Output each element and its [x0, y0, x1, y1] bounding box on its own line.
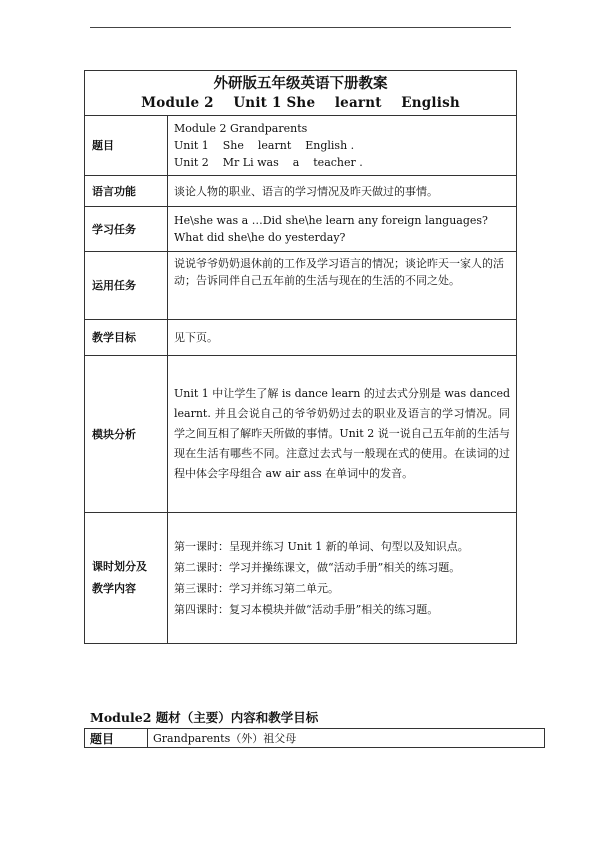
- row-label-application-task: 运用任务: [85, 252, 168, 320]
- lesson-plan-line: 第一课时：呈现并练习 Unit 1 新的单词、句型以及知识点。: [174, 540, 469, 553]
- section2-table: [84, 728, 545, 748]
- lesson-plan-line: 第四课时：复习本模块并做“活动手册”相关的练习题。: [174, 603, 439, 616]
- lesson-plan-label-line: 教学内容: [92, 582, 136, 595]
- top-rule: [90, 27, 511, 28]
- section2-heading: Module2 题材（主要）内容和教学目标: [90, 710, 319, 725]
- row-label-topic: 题目: [85, 116, 168, 176]
- table-row-lesson-plan: [85, 513, 517, 644]
- row-label-lesson-plan: [85, 513, 168, 644]
- row-label-learning-task: 学习任务: [85, 207, 168, 252]
- document-title-cn: 外研版五年级英语下册教案: [213, 75, 388, 92]
- topic-line: Module 2 Grandparents: [174, 122, 308, 135]
- application-task-text: 说说爷爷奶奶退休前的工作及学习语言的情况；谈论昨天一家人的活动；告诉同伴自己五年前的生活与现在的生活的不同之处。: [168, 252, 517, 320]
- section2-row: [85, 729, 545, 748]
- lesson-plan-label-line: 课时划分及: [92, 560, 147, 573]
- table-row-learning-task: [85, 207, 517, 252]
- table-row-teaching-goal: [85, 320, 517, 356]
- table-row-language-function: [85, 176, 517, 207]
- learning-task-text: He\she was a …Did she\he learn any foreign languages? What did she\he do yesterday?: [168, 207, 517, 252]
- topic-line: Unit 2 Mr Li was a teacher .: [174, 156, 363, 169]
- lesson-plan-line: 第三课时：学习并练习第二单元。: [174, 582, 339, 595]
- table-row-application-task: [85, 252, 517, 320]
- row-label-language-function: 语言功能: [85, 176, 168, 207]
- lesson-plan-line: 第二课时：学习并操练课文，做“活动手册”相关的练习题。: [174, 561, 461, 574]
- lesson-plan-table: [84, 70, 517, 644]
- title-row: [85, 71, 517, 116]
- module-analysis-text: Unit 1 中让学生了解 is dance learn 的过去式分别是 was danced learnt. 并且会说自己的爷爷奶奶过去的职业及语言的学习情况。同学之间互相了解昨天所做的事情。Unit 2 说一说自己五年前的生活与现在生活有哪些不同。注意过去式与一般现在式的使用。在读词的过程中体会字母组合 aw air ass 在单词中的发音。: [168, 356, 517, 513]
- topic-content: [168, 116, 517, 176]
- document-title-en: Module 2 Unit 1 She learnt English: [141, 95, 460, 111]
- row-label-teaching-goal: 教学目标: [85, 320, 168, 356]
- table-row-topic: [85, 116, 517, 176]
- topic-line: Unit 1 She learnt English .: [174, 139, 355, 152]
- row-label-module-analysis: 模块分析: [85, 356, 168, 513]
- teaching-goal-text: 见下页。: [168, 320, 517, 356]
- title-cell: [85, 71, 517, 116]
- table-row-module-analysis: [85, 356, 517, 513]
- language-function-text: 谈论人物的职业、语言的学习情况及昨天做过的事情。: [168, 176, 517, 207]
- section2-row-value: Grandparents（外）祖父母: [148, 729, 545, 748]
- section2-row-label: 题目: [85, 729, 148, 748]
- lesson-plan-content: [168, 513, 517, 644]
